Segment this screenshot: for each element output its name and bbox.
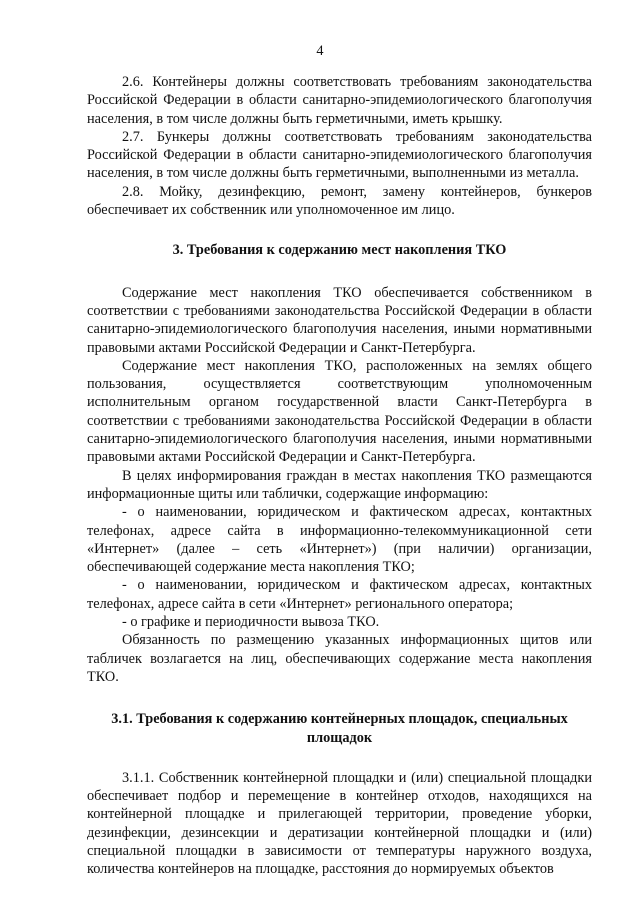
section-3-1-heading-line1: 3.1. Требования к содержанию контейнерных площадок, специальных: [111, 711, 568, 728]
page-number: 4: [316, 43, 324, 59]
section-3-1-heading-line2: площадок: [306, 729, 373, 746]
section-3-paragraph: В целях информирования граждан в местах накопления ТКО размещаются информационные щиты или таблички, содержащие информацию:: [87, 467, 592, 502]
info-list-item: - о наименовании, юридическом и фактическом адресах, контактных телефонах, адресе сайта в информационно-телекоммуникационной сети «Интернет» (далее – сеть «Интернет») (при наличии) организации, обеспечивающей содержание места накопления ТКО;: [87, 504, 592, 576]
clause-2-6: 2.6. Контейнеры должны соответствовать требованиям законодательства Российской Федерации в области санитарно-эпидемиологического благополучия населения, в том числе должны быть герметичными, иметь крышку.: [87, 74, 592, 127]
info-list-item: - о наименовании, юридическом и фактическом адресах, контактных телефонах, адресе сайта в сети «Интернет» регионального оператора;: [87, 577, 592, 612]
section-3-closing-paragraph: Обязанность по размещению указанных информационных щитов или табличек возлагается на лиц, обеспечивающих содержание места накопления ТКО.: [87, 632, 592, 685]
clause-2-8: 2.8. Мойку, дезинфекцию, ремонт, замену контейнеров, бункеров обеспечивает их собственник или уполномоченное им лицо.: [87, 183, 592, 219]
clause-2-7: 2.7. Бункеры должны соответствовать требованиям законодательства Российской Федерации в области санитарно-эпидемиологического благополучия населения, в том числе должны быть герметичными, выполненными из металла.: [87, 128, 592, 182]
section-3-paragraph: Содержание мест накопления ТКО обеспечивается собственником в соответствии с требованиями законодательства Российской Федерации в области санитарно-эпидемиологического благополучия населения, иными нормативными правовыми актами Российской Федерации и Санкт-Петербурга.: [87, 284, 592, 356]
section-3-1-heading: [87, 710, 592, 747]
section-3-heading: 3. Требования к содержанию мест накопления ТКО: [172, 242, 507, 259]
info-list-item: - о графике и периодичности вывоза ТКО.: [122, 614, 380, 631]
page-content: [87, 73, 592, 879]
clause-3-1-1: 3.1.1. Собственник контейнерной площадки и (или) специальной площадки обеспечивает подбор и перемещение в контейнер отходов, находящихся на контейнерной площадке и прилегающей территории, проведение уборки, дезинфекции, дезинсекции и дератизации контейнерной площадки и (или) специальной площадки в зависимости от температуры наружного воздуха, количества контейнеров на площадке, расстояния до нормируемых объектов: [87, 769, 592, 878]
section-3-paragraph: Содержание мест накопления ТКО, расположенных на землях общего пользования, осуществляется соответствующим уполномоченным исполнительным органом государственной власти Санкт-Петербурга в соответствии с требованиями законодательства Российской Федерации в области санитарно-эпидемиологического благополучия населения, иными нормативными правовыми актами Российской Федерации и Санкт-Петербурга.: [87, 357, 592, 466]
